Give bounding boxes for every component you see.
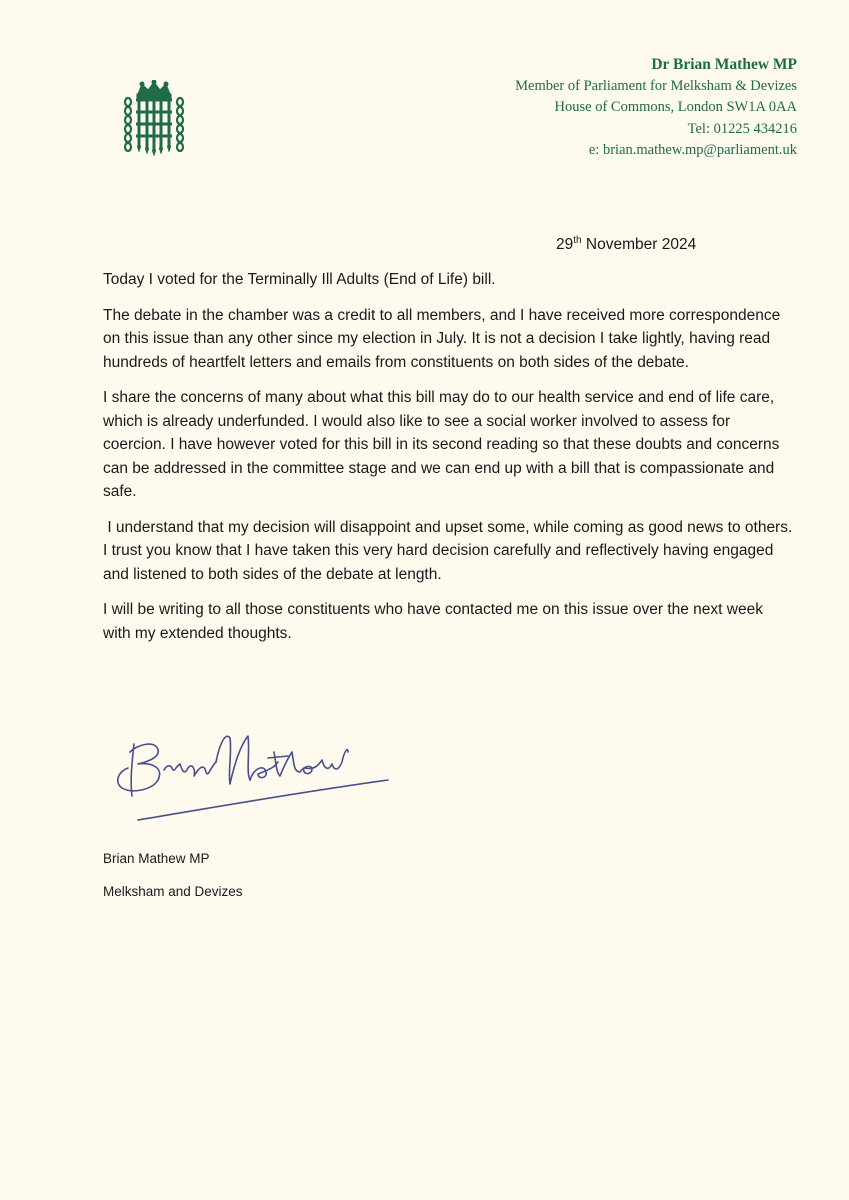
body-paragraph: Today I voted for the Terminally Ill Adults (End of Life) bill. xyxy=(103,271,496,288)
signatory-constituency: Melksham and Devizes xyxy=(103,884,243,899)
mp-name: Dr Brian Mathew MP xyxy=(651,56,797,73)
date-day: 29 xyxy=(556,236,574,253)
mp-address: House of Commons, London SW1A 0AA xyxy=(554,99,797,115)
mp-role: Member of Parliament for Melksham & Devizes xyxy=(515,77,797,94)
mp-email: e: brian.mathew.mp@parliament.uk xyxy=(588,142,797,158)
sign-off-block xyxy=(103,850,243,916)
mp-telephone: Tel: 01225 434216 xyxy=(687,120,797,137)
body-paragraph: I share the concerns of many about what this bill may do to our health service and end of life care, which is already underfunded. I would also like to see a social worker involved to assess for coercion. I have however voted for this bill in its second reading so that these doubts and concerns can be addressed in the committee stage and we can end up with a bill that is compassionate and safe. xyxy=(103,389,780,500)
letter-date xyxy=(556,236,696,254)
handwritten-signature-icon xyxy=(108,722,398,832)
date-month-year: November 2024 xyxy=(585,236,697,253)
body-paragraph: I will be writing to all those constituents who have contacted me on this issue over the next week with my extended thoughts. xyxy=(103,601,763,642)
letter-body xyxy=(103,268,797,657)
signatory-name: Brian Mathew MP xyxy=(103,851,210,866)
mp-letterhead xyxy=(515,54,797,162)
portcullis-logo-icon xyxy=(120,80,188,156)
body-paragraph: I understand that my decision will disappoint and upset some, while coming as good news to others. I trust you know that I have taken this very hard decision carefully and reflectively having engaged and listened to both sides of the debate at length. xyxy=(103,518,797,583)
body-paragraph: The debate in the chamber was a credit to all members, and I have received more correspondence on this issue than any other since my election in July. It is not a decision I take lightly, having read hundreds of heartfelt letters and emails from constituents on both sides of the debate. xyxy=(103,306,781,371)
date-suffix: th xyxy=(573,234,582,246)
